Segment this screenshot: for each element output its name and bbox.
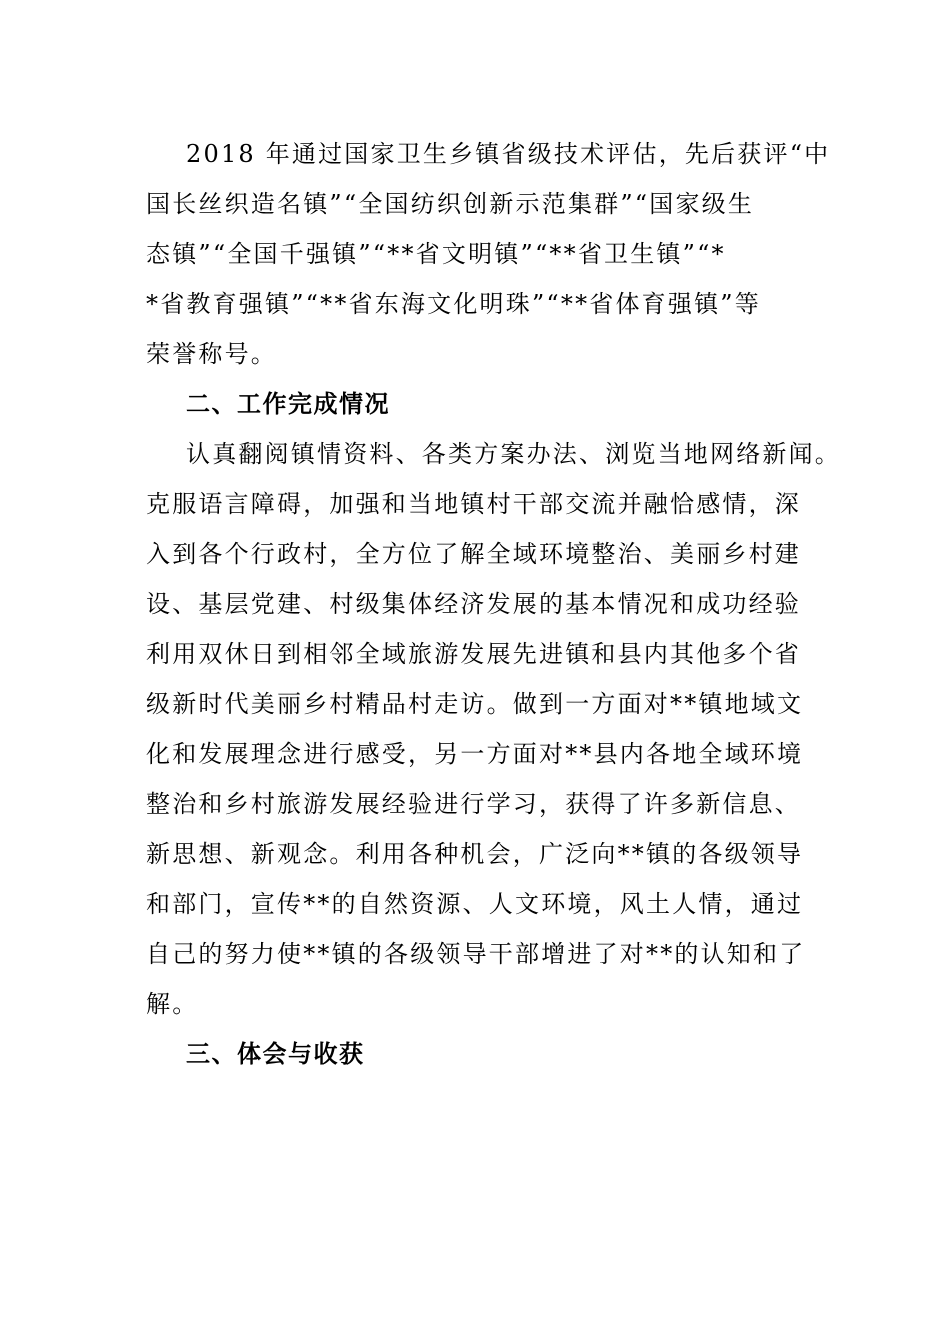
paragraph-2-line-6: 级新时代美丽乡村精品村走访。做到一方面对**镇地域文 xyxy=(146,690,804,718)
paragraph-1-line-3: 态镇”“全国千强镇”“**省文明镇”“**省卫生镇”“* xyxy=(146,240,726,268)
paragraph-2-line-8: 整治和乡村旅游发展经验进行学习，获得了许多新信息、 xyxy=(146,790,801,818)
paragraph-2-line-12: 解。 xyxy=(146,990,199,1018)
paragraph-1-line-2: 国长丝织造名镇”“全国纺织创新示范集群”“国家级生 xyxy=(146,190,755,218)
paragraph-2-line-5: 利用双休日到相邻全域旅游发展先进镇和县内其他多个省 xyxy=(146,640,801,668)
paragraph-1-line-1: 2018 年通过国家卫生乡镇省级技术评估，先后获评“中 xyxy=(186,140,831,168)
section-heading-3: 三、体会与收获 xyxy=(186,1039,365,1068)
paragraph-2-line-4: 设、基层党建、村级集体经济发展的基本情况和成功经验 xyxy=(146,590,801,618)
paragraph-2-line-2: 克服语言障碍，加强和当地镇村干部交流并融恰感情，深 xyxy=(146,490,801,518)
section-heading-2: 二、工作完成情况 xyxy=(186,389,390,418)
paragraph-2-line-3: 入到各个行政村，全方位了解全域环境整治、美丽乡村建 xyxy=(146,540,801,568)
paragraph-1-line-4: *省教育强镇”“**省东海文化明珠”“**省体育强镇”等 xyxy=(146,290,761,318)
paragraph-2-line-1: 认真翻阅镇情资料、各类方案办法、浏览当地网络新闻。 xyxy=(186,440,841,468)
paragraph-2-line-11: 自己的努力使**镇的各级领导干部增进了对**的认知和了 xyxy=(146,940,806,968)
paragraph-2-line-9: 新思想、新观念。利用各种机会，广泛向**镇的各级领导 xyxy=(146,840,804,868)
paragraph-1-line-5: 荣誉称号。 xyxy=(146,340,277,368)
paragraph-2-line-10: 和部门，宣传**的自然资源、人文环境，风土人情，通过 xyxy=(146,890,804,918)
paragraph-2-line-7: 化和发展理念进行感受，另一方面对**县内各地全域环境 xyxy=(146,740,804,768)
